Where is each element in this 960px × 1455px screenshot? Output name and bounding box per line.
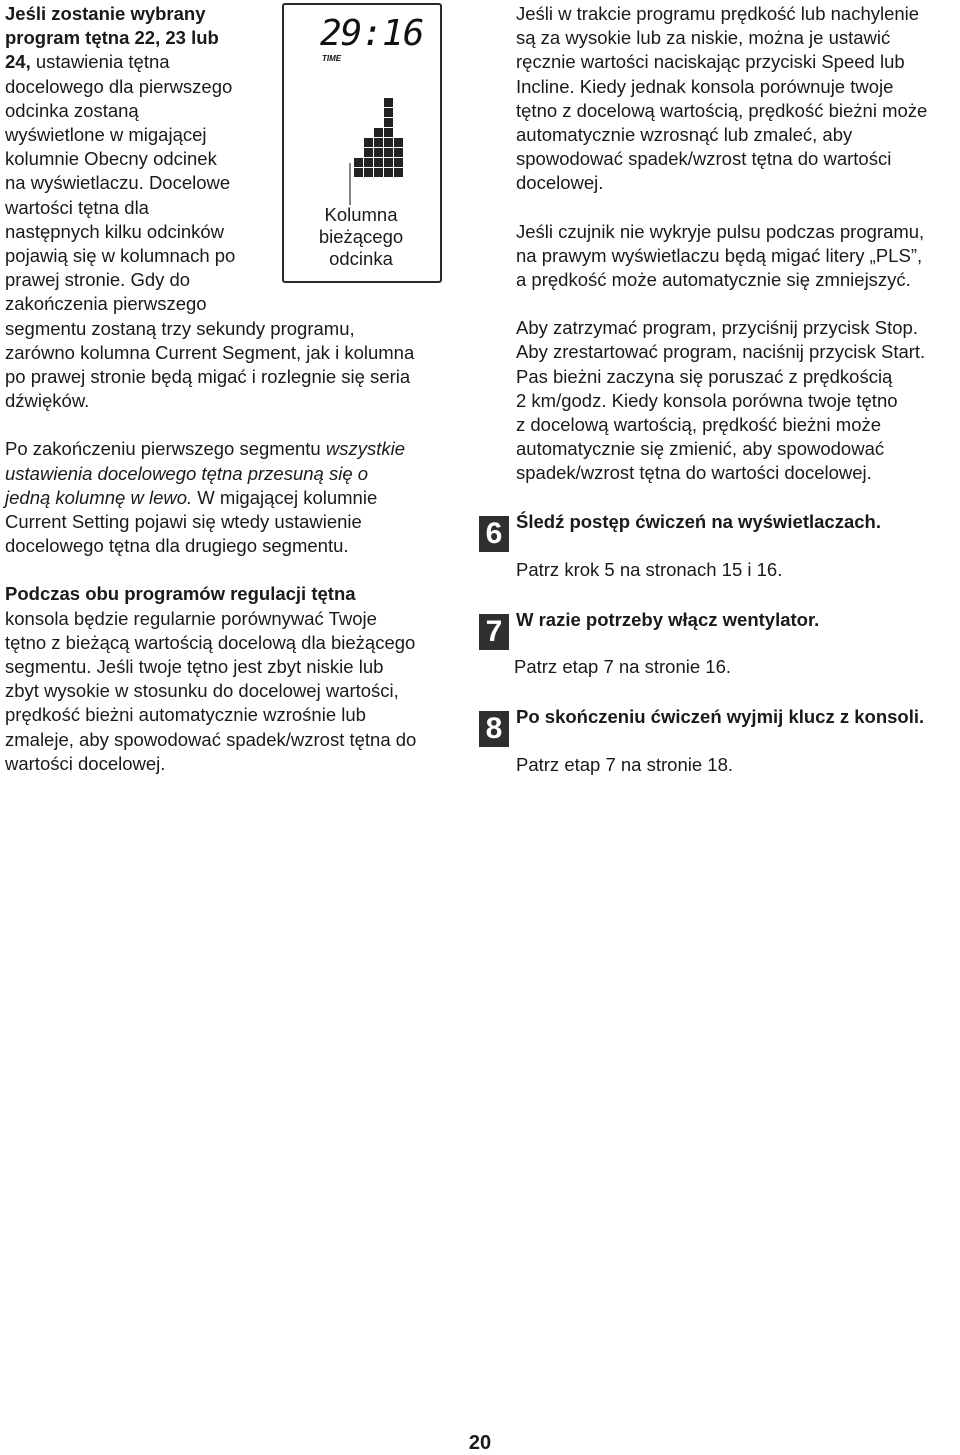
figure-caption	[296, 204, 426, 269]
p1-line: kolumnie Obecny odcinek	[5, 148, 217, 170]
bar-cell	[364, 168, 373, 177]
step-7-title: W razie potrzeby włącz wentylator.	[516, 609, 820, 630]
p1-bold-line: Jeśli zostanie wybrany	[5, 3, 206, 24]
p1-line: odcinka zostaną	[5, 99, 139, 121]
right-p2-line: Jeśli czujnik nie wykryje pulsu podczas programu,	[516, 220, 925, 242]
p1-line: wartości tętna dla	[5, 196, 149, 218]
bar-cell	[354, 158, 363, 167]
p1-line: segmentu zostaną trzy sekundy programu,	[5, 317, 355, 339]
bar-cell	[394, 158, 403, 167]
p1-line: docelowego dla pierwszego	[5, 75, 233, 97]
bar-cell	[384, 128, 393, 137]
bar-cell	[374, 158, 383, 167]
bar-cell	[374, 148, 383, 157]
p1-line: pojawią się w kolumnach po	[5, 245, 236, 267]
right-p3-line: 2 km/godz. Kiedy konsola porówna twoje tętno	[516, 389, 898, 411]
caption-line: bieżącego	[318, 225, 404, 247]
bar-cell	[384, 98, 393, 107]
p1-line: prawej stronie. Gdy do	[5, 269, 191, 291]
p2-line	[5, 486, 445, 510]
step-6-title: Śledź postęp ćwiczeń na wyświetlaczach.	[516, 511, 881, 532]
bar-cell	[364, 138, 373, 147]
right-p1-line: ręcznie wartości naciskając przyciski Speed lub	[516, 51, 905, 73]
bar-cell	[374, 168, 383, 177]
p1-bold-line: program tętna 22, 23 lub	[5, 27, 219, 49]
p3-line: segmentu. Jeśli twoje tętno jest zbyt niskie lub	[5, 656, 384, 678]
p1-inline-text: ustawienia tętna	[30, 51, 170, 73]
step-7-badge: 7	[479, 614, 509, 650]
step-6-text: Patrz krok 5 na stronach 15 i 16.	[516, 559, 783, 580]
p2-line	[5, 437, 445, 461]
lcd-time-readout: 29:16	[320, 13, 424, 54]
bar-cell	[394, 138, 403, 147]
p2-line: Current Setting pojawi się wtedy ustawienie	[5, 511, 362, 533]
bar-cell	[374, 138, 383, 147]
p3-heading: Podczas obu programów regulacji tętna	[5, 583, 356, 605]
p1-line: po prawej stronie będą migać i rozlegnie się seria	[5, 366, 411, 388]
bar-cell	[354, 168, 363, 177]
right-p2-line: na prawym wyświetlaczu będą migać litery „PLS”,	[516, 244, 923, 266]
right-p3-line: z docelową wartością, prędkość bieżni może	[516, 414, 882, 436]
right-p1-line: Incline. Kiedy jednak konsola porównuje twoje	[516, 75, 894, 97]
lcd-time-label: TIME	[322, 54, 342, 63]
step-6-badge: 6	[479, 516, 509, 552]
p3-line: prędkość bieżni automatycznie wzrośnie lub	[5, 704, 366, 726]
right-p3-line: spadek/wzrost tętna do wartości docelowej.	[516, 462, 872, 484]
step-8-badge: 8	[479, 711, 509, 747]
right-p1-line: tętno z docelową wartością, prędkość bieżni może	[516, 99, 928, 121]
p1-line: dźwięków.	[5, 390, 90, 412]
p2-italic: wszystkie	[325, 438, 406, 460]
step-8-text: Patrz etap 7 na stronie 18.	[516, 754, 733, 775]
p1-line: na wyświetlaczu. Docelowe	[5, 172, 231, 194]
right-p1-line: Jeśli w trakcie programu prędkość lub nachylenie	[516, 3, 920, 24]
right-p1-line: spowodować spadek/wzrost tętna do wartości	[516, 148, 892, 170]
right-column	[516, 2, 956, 486]
page-number: 20	[468, 1432, 492, 1454]
bar-cell	[384, 138, 393, 147]
caption-line: Kolumna	[324, 204, 398, 225]
p2-text: Po zakończeniu pierwszego segmentu	[5, 438, 326, 460]
bar-cell	[384, 168, 393, 177]
bar-cell	[384, 108, 393, 117]
p1-line: zakończenia pierwszego	[5, 293, 207, 315]
p3-line: wartości docelowej.	[5, 752, 166, 774]
p2-italic-line: ustawienia docelowego tętna przesuną się o	[5, 462, 369, 484]
console-display-figure	[282, 3, 442, 283]
p2-italic: jedną kolumnę w lewo.	[5, 486, 193, 508]
caption-line: odcinka	[329, 247, 393, 269]
step-8-title: Po skończeniu ćwiczeń wyjmij klucz z konsoli.	[516, 706, 925, 727]
bar-cell	[374, 128, 383, 137]
right-p3-line: Pas bieżni zaczyna się poruszać z prędkością	[516, 365, 893, 387]
p1-bold-inline: 24,	[5, 51, 31, 73]
step-7-text: Patrz etap 7 na stronie 16.	[514, 656, 731, 677]
p3-line: zmaleje, aby spowodować spadek/wzrost tętna do	[5, 728, 417, 750]
bar-cell	[394, 168, 403, 177]
bar-cell	[394, 148, 403, 157]
bar-cell	[384, 148, 393, 157]
p1-line: zarówno kolumna Current Segment, jak i kolumna	[5, 341, 415, 363]
bar-cell	[384, 118, 393, 127]
p3-line: zbyt wysokie w stosunku do docelowej wartości,	[5, 680, 399, 702]
p1-line: wyświetlone w migającej	[5, 124, 207, 146]
right-p1-line: automatycznie wzrosnąć lub zmaleć, aby	[516, 124, 853, 146]
right-p3-line: automatycznie się zmienić, aby spowodować	[516, 438, 885, 460]
right-p3-line: Aby zatrzymać program, przyciśnij przycisk Stop.	[516, 317, 918, 339]
bar-cell	[364, 158, 373, 167]
p2-text: W migającej kolumnie	[192, 486, 378, 508]
right-p1-line: docelowej.	[516, 172, 604, 194]
right-p3-line: Aby zrestartować program, naciśnij przycisk Start.	[516, 341, 926, 363]
right-p1-line: są za wysokie lub za niskie, można je ustawić	[516, 27, 891, 49]
right-p2-line: a prędkość może automatycznie się zmniejszyć.	[516, 269, 911, 291]
bar-cell	[384, 158, 393, 167]
bar-cell	[364, 148, 373, 157]
p3-line: konsola będzie regularnie porównywać Twoje	[5, 607, 377, 629]
p3-line: tętno z bieżącą wartością docelową dla bieżącego	[5, 631, 416, 653]
p2-line: docelowego tętna dla drugiego segmentu.	[5, 535, 349, 557]
p1-line: następnych kilku odcinków	[5, 220, 225, 242]
